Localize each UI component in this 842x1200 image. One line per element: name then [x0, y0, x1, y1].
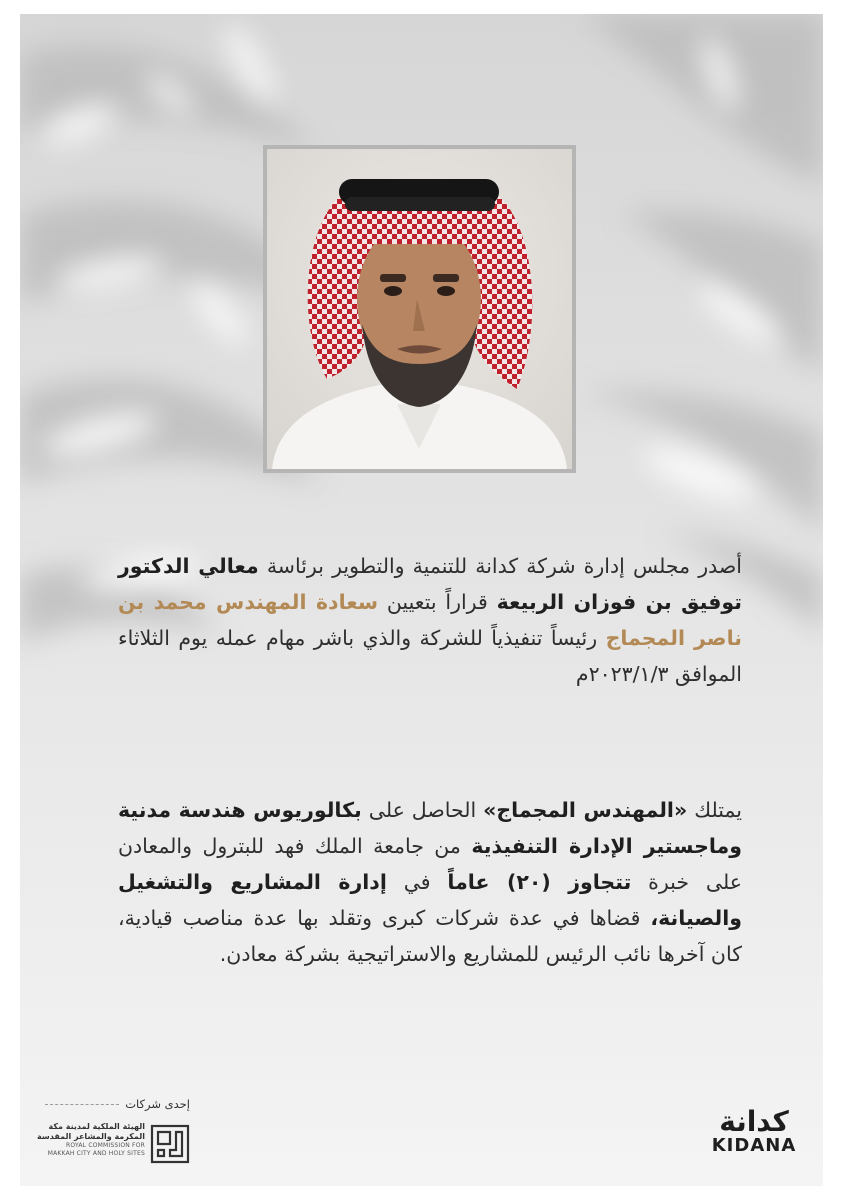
bio-text-2: الحاصل على: [368, 798, 477, 822]
royal-commission-logo-icon: [148, 1122, 192, 1166]
kidana-english-wordmark: KIDANA: [711, 1135, 797, 1156]
appointment-details: رئيساً تنفيذياً للشركة والذي باشر مهام عمله يوم الثلاثاء الموافق ٢٠٢٣/١/٣م: [118, 626, 742, 686]
appointee-name: سعادة المهندس محمد بن ناصر المجماج: [118, 590, 742, 650]
appointment-paragraph: [118, 548, 742, 692]
bio-text-5: قضاها في عدة شركات كبرى وتقلد بها عدة مناصب قيادية، كان آخرها نائب الرئيس للمشاريع والاستراتيجية بشركة معادن.: [118, 906, 742, 966]
royal-commission-block: [37, 1092, 190, 1182]
portrait-frame: [263, 145, 576, 473]
portrait-photo: [267, 149, 572, 469]
dashed-divider: [45, 1104, 119, 1105]
rc-english-line-2: MAKKAH CITY AND HOLY SITES: [47, 1150, 145, 1157]
decision-text: قراراً بتعيين: [386, 590, 488, 614]
one-of-companies-row: [45, 1096, 190, 1112]
bio-text-3: من جامعة الملك فهد للبترول والمعادن على خبرة: [118, 834, 742, 894]
bio-name: «المهندس المجماج»: [483, 798, 688, 822]
kidana-logo: [698, 1105, 810, 1158]
one-of-companies-label: إحدى شركات: [125, 1097, 190, 1111]
rc-arabic-line-1: الهيئة الملكية لمدينة مكة: [48, 1122, 145, 1131]
bio-degrees: بكالوريوس هندسة مدنية وماجستير الإدارة التنفيذية: [118, 798, 742, 858]
bio-fields: إدارة المشاريع والتشغيل والصيانة،: [118, 870, 742, 930]
royal-commission-text: [37, 1122, 145, 1158]
rc-english-line-1: ROYAL COMMISSION FOR: [66, 1142, 145, 1149]
appointment-intro: أصدر مجلس إدارة شركة كدانة للتنمية والتطوير برئاسة: [266, 554, 742, 578]
rc-arabic-line-2: المكرمة والمشاعر المقدسة: [37, 1132, 145, 1141]
bio-experience: تتجاوز (٢٠) عاماً: [447, 870, 632, 894]
chairman-name: معالي الدكتور توفيق بن فوزان الربيعة: [118, 554, 742, 614]
kidana-arabic-wordmark: كدانة: [719, 1105, 789, 1138]
biography-paragraph: [118, 792, 742, 972]
bio-text-1: يمتلك: [694, 798, 742, 822]
bio-text-4: في: [403, 870, 431, 894]
